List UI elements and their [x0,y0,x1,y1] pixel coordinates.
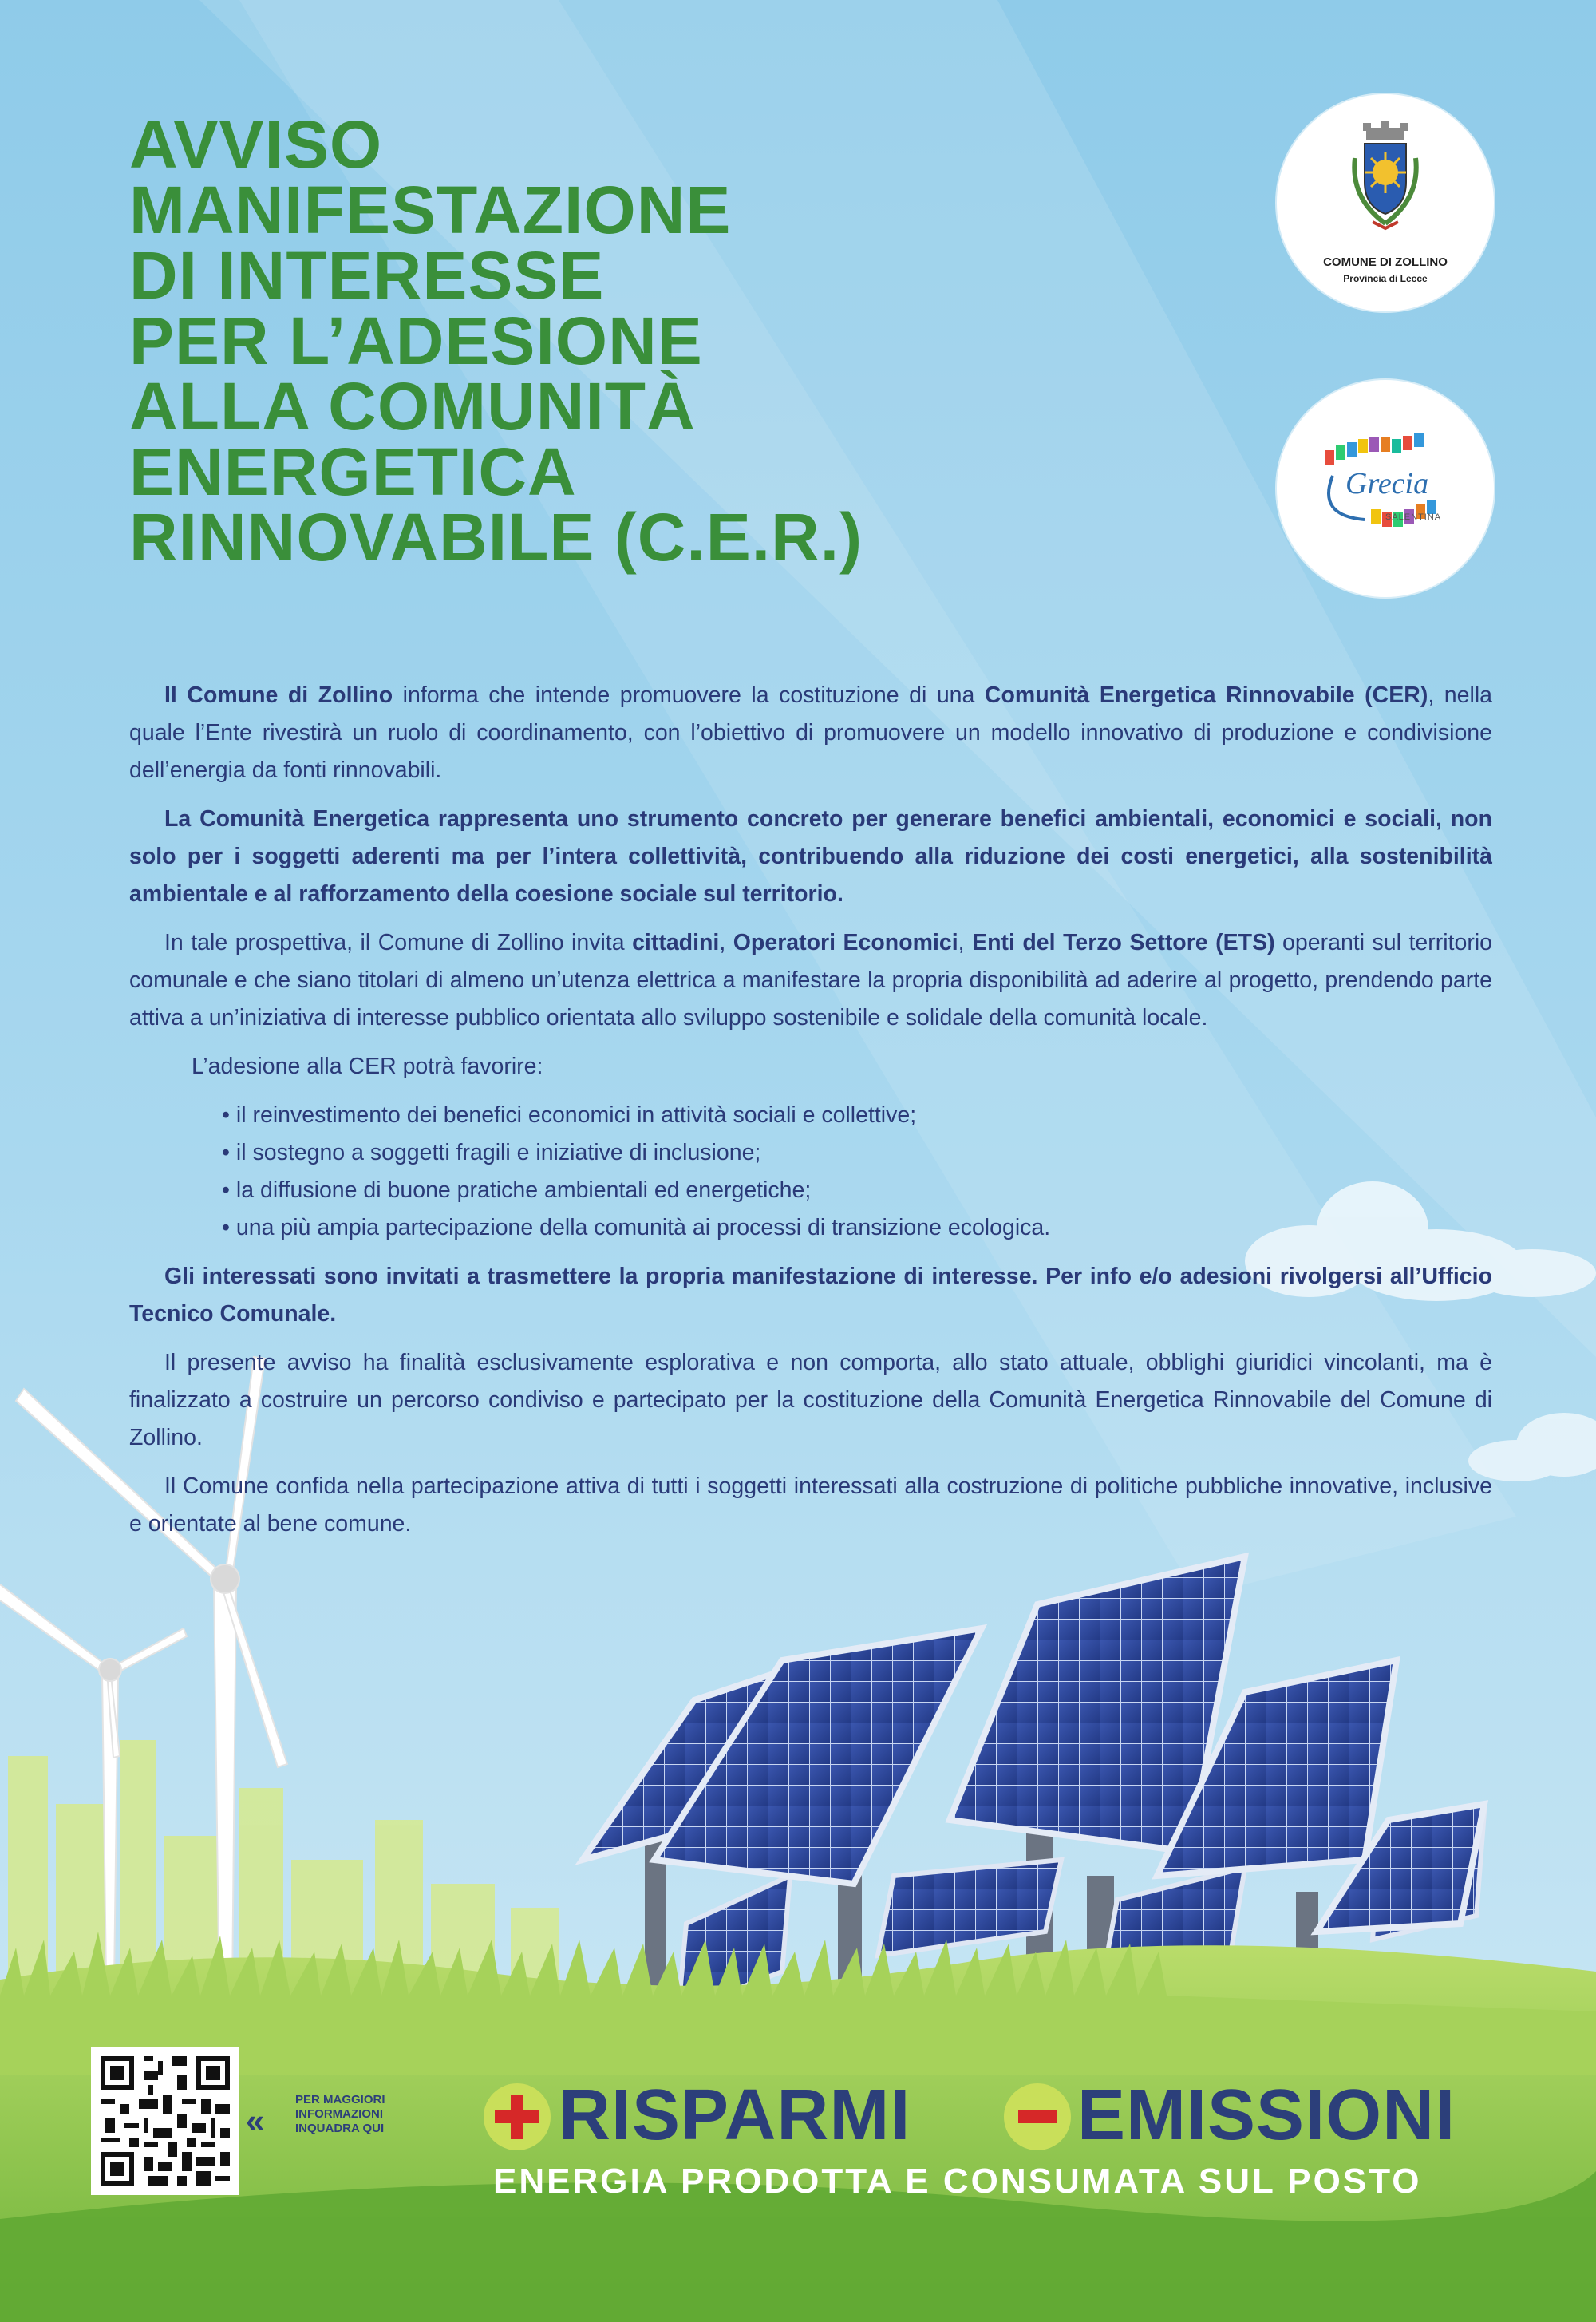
paragraph-benefits: La Comunità Energetica rappresenta uno strumento concreto per generare benefici ambientali, economici e sociali, non solo per i soggetti aderenti ma per l’intera collettività, contribuendo alla riduzione dei costi energetici, alla sostenibilità ambientale e al rafforzamento della coesione sociale sul territorio. [129,806,1492,907]
qr-label-line: INFORMAZIONI [295,2107,383,2121]
notice-body [129,677,1492,1554]
logo-name: COMUNE DI ZOLLINO [1323,255,1448,269]
title-line: DI INTERESSE [129,238,605,313]
slogan-minus-word: EMISSIONI [1077,2075,1456,2155]
bold-text: Operatori Economici [733,930,958,955]
paragraph-invitation [129,924,1492,1037]
qr-code-icon [96,2051,235,2190]
title-line: ENERGETICA [129,434,577,509]
coat-of-arms-icon [1277,94,1494,254]
list-intro: L’adesione alla CER potrà favorire: [192,1054,543,1079]
benefits-list-block [192,1048,1492,1247]
list-item: • una più ampia partecipazione della comunità ai processi di transizione ecologica. [222,1209,1492,1247]
bold-text: Enti del Terzo Settore (ETS) [972,930,1275,955]
grecia-salentina-logo [1277,380,1494,597]
text: informa che intende promuovere la costituzione di una [393,682,985,708]
title-line: AVVISO [129,107,383,182]
paragraph-closing: Il Comune confida nella partecipazione attiva di tutti i soggetti interessati alla costruzione di politiche pubbliche innovative, inclusive e orientate al bene comune. [129,1474,1492,1537]
page-title [129,107,1246,575]
slogan-plus-word: RISPARMI [559,2075,911,2155]
text: , [719,930,733,955]
tagline: ENERGIA PRODOTTA E CONSUMATA SUL POSTO [493,2162,1422,2201]
paragraph-disclaimer: Il presente avviso ha finalità esclusivamente esplorativa e non comporta, allo stato attuale, obblighi giuridici vincolanti, ma è finalizzato a costruire un percorso condiviso e partecipato per la costituzione della Comunità Energetica Rinnovabile del Comune di Zollino. [129,1350,1492,1450]
text: In tale prospettiva, il Comune di Zollino invita [164,930,633,955]
title-line: RINNOVABILE (C.E.R.) [129,500,863,575]
text: , [958,930,973,955]
paragraph-contact: Gli interessati sono invitati a trasmettere la propria manifestazione di interesse. Per info e/o adesioni rivolgersi all’Ufficio Tecnico Comunale. [129,1264,1492,1327]
bold-text: Comunità Energetica Rinnovabile (CER) [984,682,1428,708]
list-item: • il reinvestimento dei benefici economici in attività sociali e collettive; [222,1097,1492,1134]
list-item: • la diffusione di buone pratiche ambientali ed energetiche; [222,1172,1492,1209]
qr-code[interactable] [91,2047,239,2195]
list-item: • il sostegno a soggetti fragili e iniziative di inclusione; [222,1134,1492,1172]
benefits-list [192,1097,1492,1247]
bold-text: cittadini [632,930,720,955]
text: , nella quale l’Ente rivestirà un ruolo di coordinamento, con l’obiettivo di promuovere un modello innovativo di produzione e condivisione dell’energia da fonti rinnovabili. [129,682,1493,783]
logo-subtitle: Provincia di Lecce [1343,273,1428,284]
logo-name: Grecia [1345,467,1429,500]
logo-subtitle: SALENTINA [1385,512,1442,522]
title-line: ALLA COMUNITÀ [129,369,696,444]
slogan [484,2074,1585,2157]
qr-label-line: PER MAGGIORI [295,2093,385,2106]
text: operanti sul territorio comunale e che siano titolari di almeno un’utenza elettrica a manifestare la propria disponibilità ad aderire al progetto, prendendo parte attiva a un’iniziativa di interesse pubblico orientata allo sviluppo sostenibile e solidale della comunità locale. [129,930,1492,1030]
minus-icon [1004,2083,1071,2150]
qr-label-line: INQUADRA QUI [295,2122,385,2135]
chevrons-left-icon: « [246,2102,265,2139]
title-line: MANIFESTAZIONE [129,172,732,247]
comune-zollino-logo [1277,94,1494,311]
qr-label [295,2093,431,2136]
title-line: PER L’ADESIONE [129,303,703,378]
bold-text: Il Comune di Zollino [164,682,393,708]
paragraph-intro [129,677,1492,789]
plus-icon [484,2083,551,2150]
